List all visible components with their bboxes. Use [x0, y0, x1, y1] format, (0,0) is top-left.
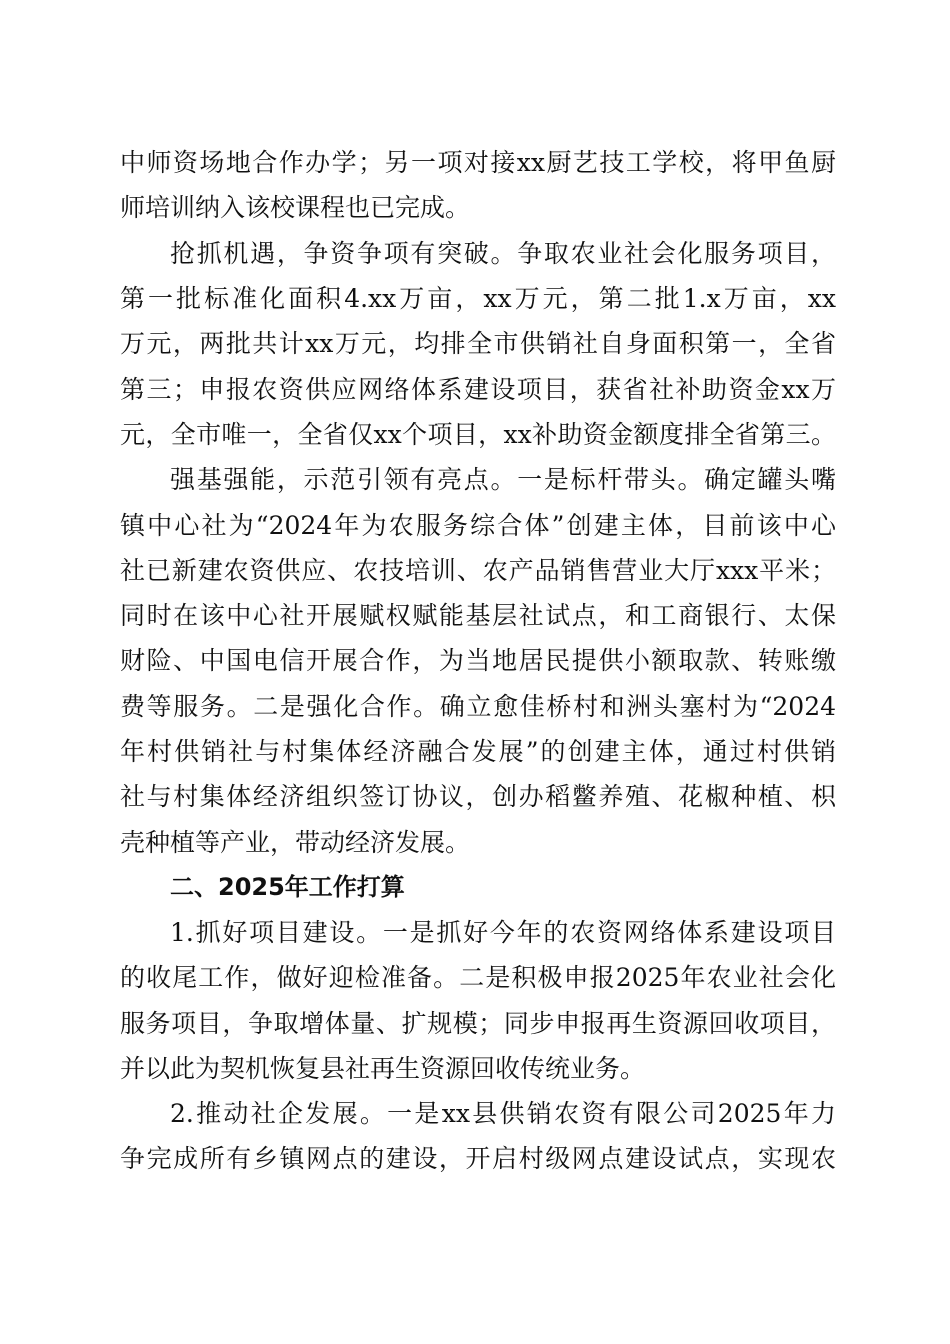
text-line: 万元，两批共计xx万元，均排全市供销社自身面积第一，全省	[120, 329, 836, 358]
paragraph-start-line: 抢抓机遇，争资争项有突破。争取农业社会化服务项目，	[170, 239, 836, 268]
text-line: 财险、中国电信开展合作，为当地居民提供小额取款、转账缴	[120, 646, 836, 675]
text-line: 壳种植等产业，带动经济发展。	[120, 828, 471, 857]
section-heading: 二、2025年工作打算	[170, 873, 405, 901]
text-line: 同时在该中心社开展赋权赋能基层社试点，和工商银行、太保	[120, 601, 836, 630]
text-line: 的收尾工作，做好迎检准备。二是积极申报2025年农业社会化	[120, 963, 836, 992]
text-line: 师培训纳入该校课程也已完成。	[120, 193, 471, 222]
text-line: 并以此为契机恢复县社再生资源回收传统业务。	[120, 1054, 646, 1083]
paragraph-start-line: 1.抓好项目建设。一是抓好今年的农资网络体系建设项目	[170, 918, 836, 947]
text-line: 第三；申报农资供应网络体系建设项目，获省社补助资金xx万	[120, 375, 836, 404]
text-line: 争完成所有乡镇网点的建设，开启村级网点建设试点，实现农	[120, 1144, 836, 1173]
text-line: 社与村集体经济组织签订协议，创办稻鳖养殖、花椒种植、枳	[120, 782, 836, 811]
text-line: 社已新建农资供应、农技培训、农产品销售营业大厅xxx平米；	[120, 556, 836, 585]
text-line: 中师资场地合作办学；另一项对接xx厨艺技工学校，将甲鱼厨	[120, 148, 836, 177]
text-line: 元，全市唯一，全省仅xx个项目，xx补助资金额度排全省第三。	[120, 420, 836, 449]
text-line: 第一批标准化面积4.xx万亩，xx万元，第二批1.x万亩，xx	[120, 284, 836, 313]
text-line: 服务项目，争取增体量、扩规模；同步申报再生资源回收项目，	[120, 1009, 836, 1038]
paragraph-start-line: 强基强能，示范引领有亮点。一是标杆带头。确定罐头嘴	[170, 465, 836, 494]
text-line: 费等服务。二是强化合作。确立愈佳桥村和洲头塞村为“2024	[120, 692, 836, 721]
text-line: 镇中心社为“2024年为农服务综合体”创建主体，目前该中心	[120, 511, 836, 540]
text-line: 年村供销社与村集体经济融合发展”的创建主体，通过村供销	[120, 737, 836, 766]
paragraph-start-line: 2.推动社企发展。一是xx县供销农资有限公司2025年力	[170, 1099, 836, 1128]
